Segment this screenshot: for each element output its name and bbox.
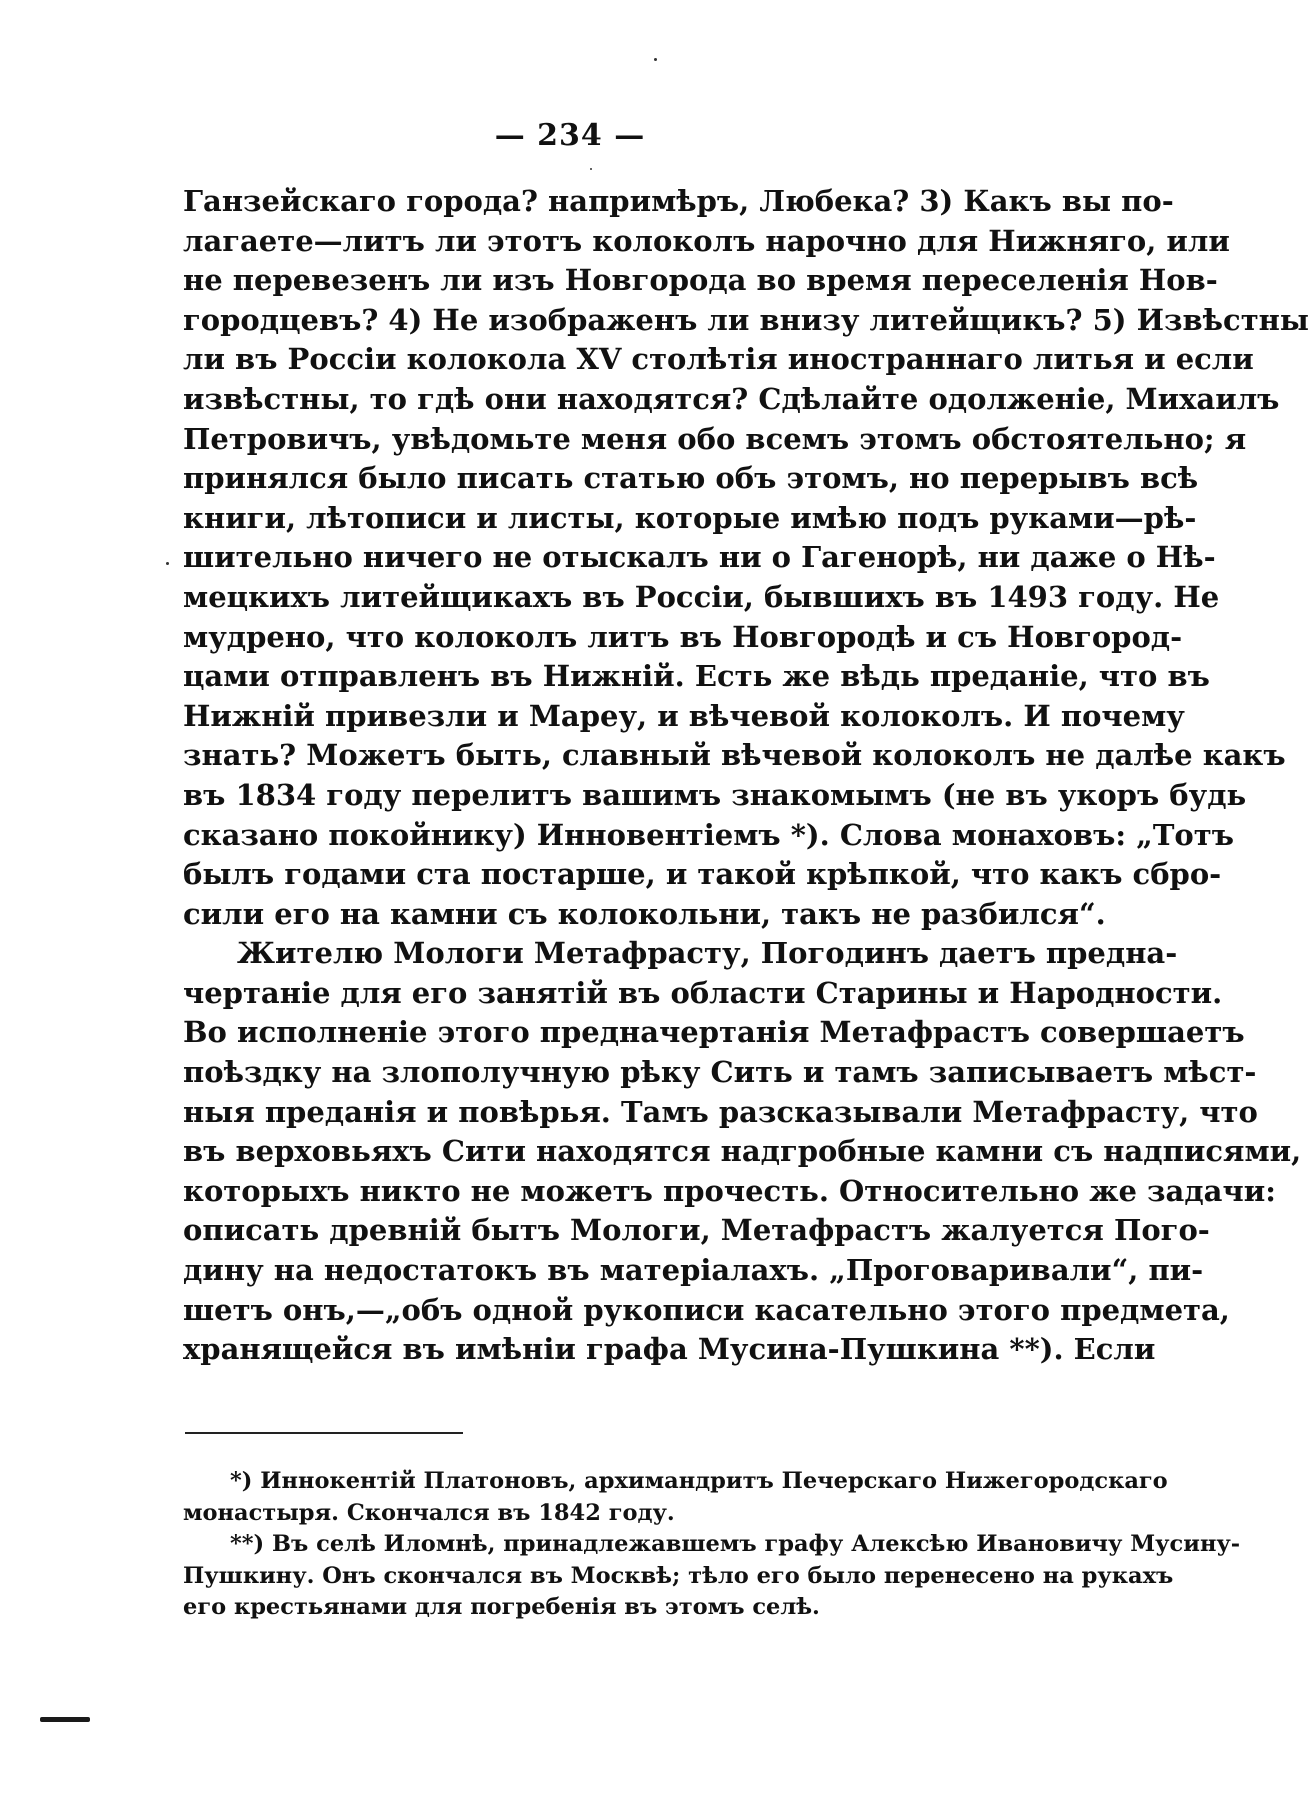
text-line: городцевъ? 4) Не изображенъ ли внизу литейщикъ? 5) Извѣстны [183,302,1309,337]
text-line: мецкихъ литейщикахъ въ Россіи, бывшихъ въ 1493 году. Не [183,579,1220,614]
scan-edge-mark [40,1717,90,1722]
text-line: шетъ онъ,—„объ одной рукописи касательно этого предмета, [183,1292,1230,1327]
text-line: цами отправленъ въ Нижній. Есть же вѣдь преданіе, что въ [183,659,1210,694]
text-line: сили его на камни съ колокольни, такъ не разбился“. [183,896,1106,931]
text-line: Во исполненіе этого предначертанія Метафрастъ совершаетъ [183,1015,1245,1050]
text-line: Нижній привезли и Мареу, и вѣчевой колоколъ. И почему [183,698,1185,733]
text-line: былъ годами ста постарше, и такой крѣпкой, что какъ сбро- [183,857,1222,892]
text-line: мудрено, что колоколъ литъ въ Новгородѣ и съ Новгород- [183,619,1183,654]
text-line: извѣстны, то гдѣ они находятся? Сдѣлайте одолженіе, Михаилъ [183,381,1280,416]
text-line: книги, лѣтописи и листы, которые имѣю подъ руками—рѣ- [183,500,1197,535]
text-line: хранящейся въ имѣніи графа Мусина-Пушкина **). Если [183,1332,1156,1367]
main-text [183,182,1309,1370]
text-line: поѣздку на злополучную рѣку Сить и тамъ записываетъ мѣст- [183,1055,1257,1090]
text-line: Ганзейскаго города? напримѣръ, Любека? 3) Какъ вы по- [183,184,1174,218]
text-line: шительно ничего не отыскалъ ни о Гагенорѣ, ни даже о Нѣ- [183,540,1216,575]
text-line: описать древній бытъ Мологи, Метафрастъ жалуется Пого- [183,1213,1210,1248]
footnote-2-line: Пушкину. Онъ скончался въ Москвѣ; тѣло его было перенесено на рукахъ [183,1562,1174,1589]
text-line: дину на недостатокъ въ матеріалахъ. „Проговаривали“, пи- [183,1253,1204,1288]
text-line: не перевезенъ ли изъ Новгорода во время переселенія Нов- [183,263,1218,298]
text-line: лагаете—литъ ли этотъ колоколъ нарочно для Нижняго, или [183,223,1230,258]
paragraph-first-line: Жителю Мологи Метафрасту, Погодинъ даетъ предна- [237,936,1178,971]
scan-speck [590,168,592,170]
text-line: чертаніе для его занятій въ области Старины и Народности. [183,975,1223,1010]
scan-speck [166,562,169,565]
text-line: которыхъ никто не можетъ прочесть. Относительно же задачи: [183,1173,1276,1208]
text-line: принялся было писать статью объ этомъ, но перерывъ всѣ [183,461,1199,496]
text-line: знать? Можетъ быть, славный вѣчевой колоколъ не далѣе какъ [183,738,1286,773]
text-line: ли въ Россіи колокола XV столѣтія иностраннаго литья и если [183,342,1254,377]
text-line: въ 1834 году перелитъ вашимъ знакомымъ (не въ укоръ будь [183,777,1247,812]
footnote-1-line: *) Иннокентій Платоновъ, архимандритъ Печерскаго Нижегородскаго [230,1468,1168,1494]
footnote-2-line: **) Въ селѣ Иломнѣ, принадлежавшемъ графу Алексѣю Ивановичу Мусину- [230,1531,1241,1557]
page-number: — 234 — [494,118,646,153]
footnote-2-line: его крестьянами для погребенія въ этомъ селѣ. [183,1594,820,1620]
footnote-divider [185,1432,463,1434]
footnote-1-line: монастыря. Скончался въ 1842 году. [183,1499,675,1526]
footnotes [183,1466,1241,1624]
text-line: сказано покойнику) Инновентіемъ *). Слова монаховъ: „Тотъ [183,817,1234,852]
text-line: ныя преданія и повѣрья. Тамъ разсказывали Метафрасту, что [183,1094,1258,1129]
scan-speck [654,58,657,61]
text-line: въ верховьяхъ Сити находятся надгробные камни съ надписями, [183,1134,1302,1169]
text-line: Петровичъ, увѣдомьте меня обо всемъ этомъ обстоятельно; я [183,421,1247,456]
